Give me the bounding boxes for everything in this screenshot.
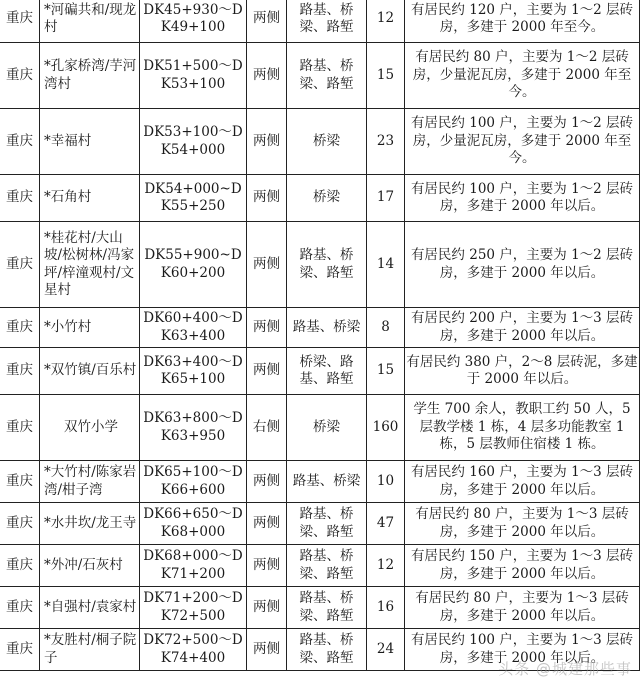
type-cell: 桥梁 [287,109,367,175]
region-cell: 重庆 [0,587,40,629]
table-row [0,461,640,503]
region-cell: 重庆 [0,43,40,109]
region-cell: 重庆 [0,0,40,43]
side-cell: 右侧 [247,395,287,461]
type-cell: 路基、桥梁、路堑 [287,43,367,109]
site-cell: *外冲/石灰村 [40,545,140,587]
side-cell: 两侧 [247,109,287,175]
table-row [0,175,640,222]
mileage-cell: DK60+400～DK63+400 [140,308,247,348]
site-cell: *石角村 [40,175,140,222]
mileage-cell: DK51+500～DK53+100 [140,43,247,109]
distance-cell: 15 [367,43,405,109]
description-cell: 有居民约 80 户，主要为 1～3 层砖房，多建于 2000 年以后。 [405,503,640,545]
table-row [0,308,640,348]
type-cell: 路基、桥梁、路堑 [287,0,367,43]
table-row [0,43,640,109]
side-cell: 两侧 [247,629,287,671]
region-cell: 重庆 [0,545,40,587]
mileage-cell: DK66+650～DK68+000 [140,503,247,545]
region-cell: 重庆 [0,109,40,175]
description-cell: 有居民约 160 户，主要为 1～3 层砖房，多建于 2000 年以后。 [405,461,640,503]
site-cell: *友胜村/桐子院子 [40,629,140,671]
site-cell: *小竹村 [40,308,140,348]
type-cell: 路基、桥梁、路堑 [287,222,367,308]
side-cell: 两侧 [247,43,287,109]
description-cell: 有居民约 100 户，主要为 1～3 层砖房，多建于 2000 年以后。 [405,629,640,671]
side-cell: 两侧 [247,503,287,545]
mileage-cell: DK53+100～DK54+000 [140,109,247,175]
side-cell: 两侧 [247,461,287,503]
distance-cell: 16 [367,587,405,629]
region-cell: 重庆 [0,461,40,503]
table-row [0,348,640,395]
side-cell: 两侧 [247,348,287,395]
side-cell: 两侧 [247,175,287,222]
region-cell: 重庆 [0,629,40,671]
table-row [0,222,640,308]
type-cell: 桥梁 [287,395,367,461]
mileage-cell: DK63+800～DK63+950 [140,395,247,461]
region-cell: 重庆 [0,395,40,461]
description-cell: 学生 700 余人，教职工约 50 人，5 层教学楼 1 栋，4 层多功能教室 1 栋，5 层教师住宿楼 1 栋。 [405,395,640,461]
site-cell: *大竹村/陈家岩湾/柑子湾 [40,461,140,503]
type-cell: 桥梁 [287,175,367,222]
description-cell: 有居民约 380 户，2～8 层砖泥，多建于 2000 年以后。 [405,348,640,395]
distance-cell: 47 [367,503,405,545]
mileage-cell: DK68+000～DK71+200 [140,545,247,587]
distance-cell: 8 [367,308,405,348]
site-cell: *自强村/袁家村 [40,587,140,629]
site-cell: *孔家桥湾/芋河湾村 [40,43,140,109]
region-cell: 重庆 [0,503,40,545]
distance-cell: 17 [367,175,405,222]
site-cell: *幸福村 [40,109,140,175]
side-cell: 两侧 [247,0,287,43]
description-cell: 有居民约 150 户，主要为 1～3 层砖房，多建于 2000 年以后。 [405,545,640,587]
description-cell: 有居民约 80 户，主要为 1～2 层砖房，少量泥瓦房，多建于 2000 年至今。 [405,43,640,109]
table-row [0,587,640,629]
distance-cell: 15 [367,348,405,395]
table-row [0,545,640,587]
type-cell: 路基、桥梁 [287,308,367,348]
site-cell: *河碥共和/现龙村 [40,0,140,43]
table-row [0,0,640,43]
type-cell: 路基、桥梁、路堑 [287,629,367,671]
description-cell: 有居民约 100 户，主要为 1～2 层砖房，少量泥瓦房，多建于 2000 年至今。 [405,109,640,175]
type-cell: 路基、桥梁、路堑 [287,503,367,545]
distance-cell: 12 [367,545,405,587]
mileage-cell: DK72+500～DK74+400 [140,629,247,671]
description-cell: 有居民约 120 户，主要为 1～2 层砖房，多建于 2000 年至今。 [405,0,640,43]
description-cell: 有居民约 80 户，主要为 1～3 层砖房，多建于 2000 年以后。 [405,587,640,629]
side-cell: 两侧 [247,308,287,348]
region-cell: 重庆 [0,308,40,348]
description-cell: 有居民约 100 户，主要为 1～2 层砖房，多建于 2000 年以后。 [405,175,640,222]
table-row [0,109,640,175]
type-cell: 路基、桥梁、路堑 [287,587,367,629]
region-cell: 重庆 [0,175,40,222]
mileage-cell: DK71+200～DK72+500 [140,587,247,629]
watermark: 头条 @城建那些事 [498,660,632,678]
type-cell: 路基、桥梁 [287,461,367,503]
mileage-cell: DK45+930～DK49+100 [140,0,247,43]
side-cell: 两侧 [247,587,287,629]
type-cell: 桥梁、路基、路堑 [287,348,367,395]
mileage-cell: DK63+400～DK65+100 [140,348,247,395]
distance-cell: 24 [367,629,405,671]
distance-cell: 12 [367,0,405,43]
type-cell: 路基、桥梁、路堑 [287,545,367,587]
description-cell: 有居民约 200 户，主要为 1～3 层砖房，多建于 2000 年以后。 [405,308,640,348]
mileage-cell: DK54+000~DK55+250 [140,175,247,222]
table-row [0,503,640,545]
distance-cell: 23 [367,109,405,175]
region-cell: 重庆 [0,348,40,395]
side-cell: 两侧 [247,545,287,587]
mileage-cell: DK65+100～DK66+600 [140,461,247,503]
distance-cell: 160 [367,395,405,461]
distance-cell: 10 [367,461,405,503]
side-cell: 两侧 [247,222,287,308]
table-row [0,395,640,461]
site-cell: *桂花村/大山坡/松树林/冯家坪/梓潼观村/文星村 [40,222,140,308]
region-cell: 重庆 [0,222,40,308]
site-cell: *水井坎/龙王寺 [40,503,140,545]
description-cell: 有居民约 250 户，主要为 1～2 层砖房，多建于 2000 年以后。 [405,222,640,308]
site-cell: *双竹镇/百乐村 [40,348,140,395]
site-cell: 双竹小学 [40,395,140,461]
distance-cell: 14 [367,222,405,308]
mileage-cell: DK55+900~DK60+200 [140,222,247,308]
